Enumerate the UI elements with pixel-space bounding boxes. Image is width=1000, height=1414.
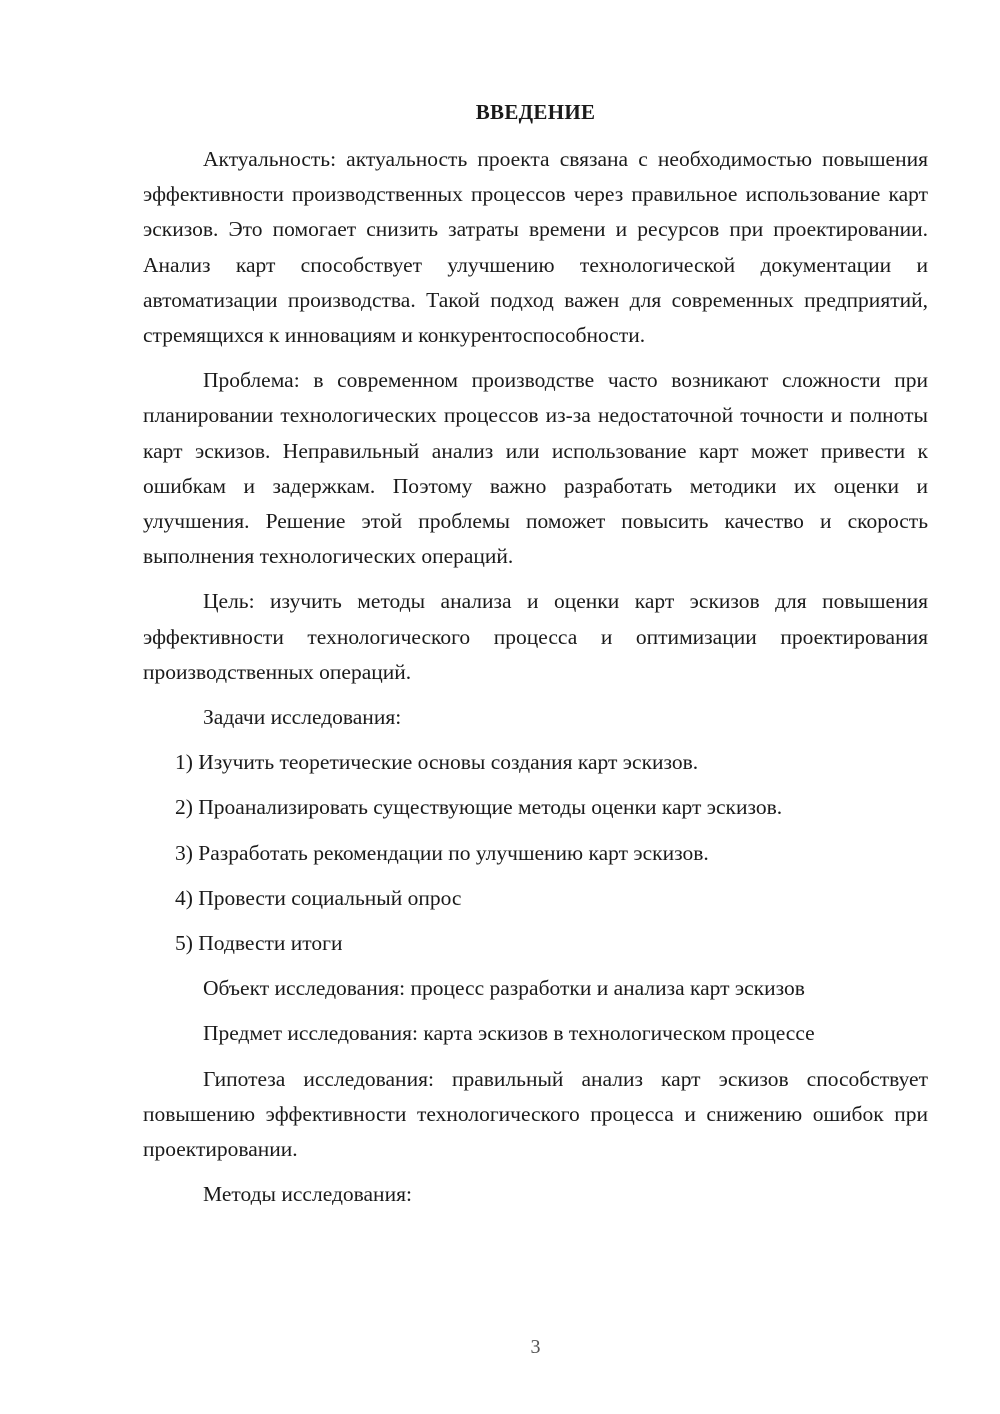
task-item: 3) Разработать рекомендации по улучшению карт эскизов. xyxy=(175,840,709,865)
tasks-list xyxy=(143,745,928,961)
relevance-paragraph: Актуальность: актуальность проекта связана с необходимостью повышения эффективности производственных процессов через правильное использование карт эскизов. Это помогает снизить затраты времени и ресурсов при проектировании. Анализ карт способствует улучшению технологической документации и автоматизации производства. Такой подход важен для современных предприятий, стремящихся к инновациям и конкурентоспособности. xyxy=(143,147,928,348)
task-item: 4) Провести социальный опрос xyxy=(175,885,462,910)
hypothesis-paragraph: Гипотеза исследования: правильный анализ карт эскизов способствует повышению эффективности технологического процесса и снижению ошибок при проектировании. xyxy=(143,1066,928,1162)
task-item: 2) Проанализировать существующие методы оценки карт эскизов. xyxy=(175,795,783,820)
page-title: ВВЕДЕНИЕ xyxy=(475,100,596,124)
problem-paragraph: Проблема: в современном производстве часто возникают сложности при планировании технологических процессов из-за недостаточной точности и полноты карт эскизов. Неправильный анализ или использование карт может привести к ошибкам и задержкам. Поэтому важно разработать методики их оценки и улучшения. Решение этой проблемы поможет повысить качество и скорость выполнения технологических операций. xyxy=(143,368,928,569)
object-paragraph: Объект исследования: процесс разработки и анализа карт эскизов xyxy=(203,976,805,1001)
task-item: 1) Изучить теоретические основы создания карт эскизов. xyxy=(175,750,699,775)
page-number: 3 xyxy=(530,1336,541,1358)
tasks-heading: Задачи исследования: xyxy=(203,705,402,730)
subject-paragraph: Предмет исследования: карта эскизов в технологическом процессе xyxy=(203,1021,815,1046)
document-body xyxy=(143,142,928,1222)
methods-heading: Методы исследования: xyxy=(203,1182,412,1207)
task-item: 5) Подвести итоги xyxy=(175,931,343,956)
goal-paragraph: Цель: изучить методы анализа и оценки карт эскизов для повышения эффективности технологического процесса и оптимизации проектирования производственных операций. xyxy=(143,589,928,684)
document-page xyxy=(143,0,928,1414)
